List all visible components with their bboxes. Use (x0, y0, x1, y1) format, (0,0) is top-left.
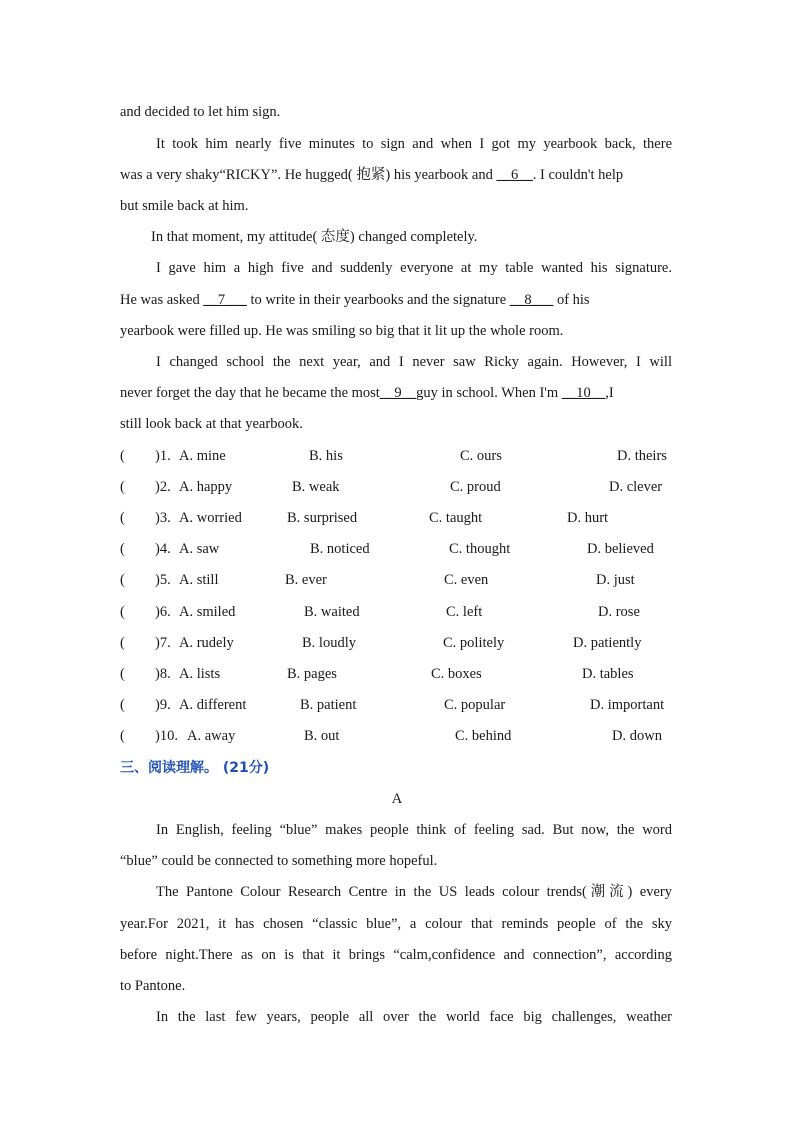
blank-8: __8___ (509, 292, 554, 308)
option-a: A. rudely (179, 635, 234, 651)
passage-line: to Pantone. (120, 978, 186, 994)
passage-line (120, 290, 672, 310)
passage-text: to write in their yearbooks and the signature (246, 292, 510, 308)
option-c: C. popular (444, 697, 506, 713)
blank-7: __7___ (203, 292, 247, 308)
option-c: C. politely (443, 635, 505, 651)
question-row (120, 508, 680, 528)
option-a: A. worried (179, 510, 242, 526)
answer-bracket[interactable]: ( (120, 728, 125, 744)
question-row (120, 539, 680, 559)
passage-line: I gave him a high five and suddenly everyone at my table wanted his signature. (156, 260, 672, 276)
passage-text: He was asked (120, 292, 204, 308)
option-c: C. thought (449, 541, 511, 557)
passage-line: The Pantone Colour Research Centre in the US leads colour trends(潮流) every (156, 884, 672, 900)
passage-line: In English, feeling “blue” makes people think of feeling sad. But now, the word (156, 822, 672, 838)
option-d: D. hurt (567, 510, 609, 526)
question-number: )3. (155, 510, 171, 526)
passage-label: A (391, 791, 403, 807)
question-number: )1. (155, 448, 171, 464)
option-a: A. saw (179, 541, 220, 557)
passage-line: still look back at that yearbook. (120, 416, 303, 432)
passage-line: In that moment, my attitude( 态度) changed completely. (151, 229, 478, 245)
passage-line: year.For 2021, it has chosen “classic blue”, a colour that reminds people of the sky (120, 916, 672, 932)
question-row (120, 477, 680, 497)
passage-text: of his (553, 292, 590, 308)
option-a: A. different (179, 697, 247, 713)
passage-line: yearbook were filled up. He was smiling so big that it lit up the whole room. (120, 323, 564, 339)
option-b: B. ever (285, 572, 327, 588)
passage-line: but smile back at him. (120, 198, 249, 214)
passage-line: before night.There as on is that it brings “calm,confidence and connection”, according (120, 947, 672, 963)
option-b: B. weak (292, 479, 340, 495)
section-heading: 三、阅读理解。 (21分) (120, 760, 270, 776)
question-number: )5. (155, 572, 171, 588)
passage-line: and decided to let him sign. (120, 104, 281, 120)
answer-bracket[interactable]: ( (120, 697, 125, 713)
passage-text: was a very shaky“RICKY”. He hugged( 抱紧) his yearbook and (120, 167, 497, 183)
option-a: A. still (179, 572, 219, 588)
blank-9: __9__ (379, 385, 417, 401)
option-c: C. boxes (431, 666, 482, 682)
question-row (120, 633, 680, 653)
passage-line (120, 165, 672, 185)
question-row (120, 695, 680, 715)
option-b: B. patient (300, 697, 357, 713)
option-b: B. waited (304, 604, 360, 620)
option-c: C. taught (429, 510, 483, 526)
option-c: C. left (446, 604, 483, 620)
question-number: )2. (155, 479, 171, 495)
option-d: D. important (590, 697, 665, 713)
option-d: D. clever (609, 479, 663, 495)
passage-text: . I couldn't help (532, 167, 624, 183)
passage-line (120, 383, 672, 403)
option-d: D. just (596, 572, 635, 588)
option-a: A. happy (179, 479, 233, 495)
option-a: A. mine (179, 448, 226, 464)
option-c: C. proud (450, 479, 501, 495)
option-d: D. believed (587, 541, 654, 557)
passage-line: It took him nearly five minutes to sign and when I got my yearbook back, there (156, 136, 672, 152)
question-number: )9. (155, 697, 171, 713)
question-row (120, 602, 680, 622)
option-d: D. theirs (617, 448, 667, 464)
answer-bracket[interactable]: ( (120, 635, 125, 651)
passage-text: never forget the day that he became the most (120, 385, 380, 401)
option-d: D. tables (582, 666, 634, 682)
passage-line: In the last few years, people all over the world face big challenges, weather (156, 1009, 672, 1025)
answer-bracket[interactable]: ( (120, 666, 125, 682)
option-d: D. patiently (573, 635, 642, 651)
passage-line: I changed school the next year, and I never saw Ricky again. However, I will (156, 354, 672, 370)
option-a: A. smiled (179, 604, 236, 620)
question-number: )6. (155, 604, 171, 620)
question-row (120, 570, 680, 590)
option-a: A. lists (179, 666, 221, 682)
question-row (120, 726, 680, 746)
option-b: B. loudly (302, 635, 356, 651)
answer-bracket[interactable]: ( (120, 572, 125, 588)
question-number: )10. (155, 728, 178, 744)
option-c: C. behind (455, 728, 512, 744)
option-b: B. noticed (310, 541, 370, 557)
question-row (120, 446, 680, 466)
question-number: )7. (155, 635, 171, 651)
answer-bracket[interactable]: ( (120, 448, 125, 464)
question-number: )8. (155, 666, 171, 682)
option-b: B. his (309, 448, 343, 464)
blank-10: __10__ (561, 385, 606, 401)
blank-6: __6__ (496, 167, 533, 183)
passage-text: ,I (605, 385, 614, 401)
passage-text: guy in school. When I'm (416, 385, 562, 401)
option-d: D. down (612, 728, 662, 744)
question-row (120, 664, 680, 684)
answer-bracket[interactable]: ( (120, 479, 125, 495)
option-b: B. surprised (287, 510, 358, 526)
option-a: A. away (187, 728, 236, 744)
answer-bracket[interactable]: ( (120, 604, 125, 620)
option-d: D. rose (598, 604, 640, 620)
option-c: C. ours (460, 448, 502, 464)
option-b: B. pages (287, 666, 337, 682)
question-number: )4. (155, 541, 171, 557)
answer-bracket[interactable]: ( (120, 541, 125, 557)
option-c: C. even (444, 572, 489, 588)
passage-line: “blue” could be connected to something more hopeful. (120, 853, 438, 869)
option-b: B. out (304, 728, 340, 744)
answer-bracket[interactable]: ( (120, 510, 125, 526)
